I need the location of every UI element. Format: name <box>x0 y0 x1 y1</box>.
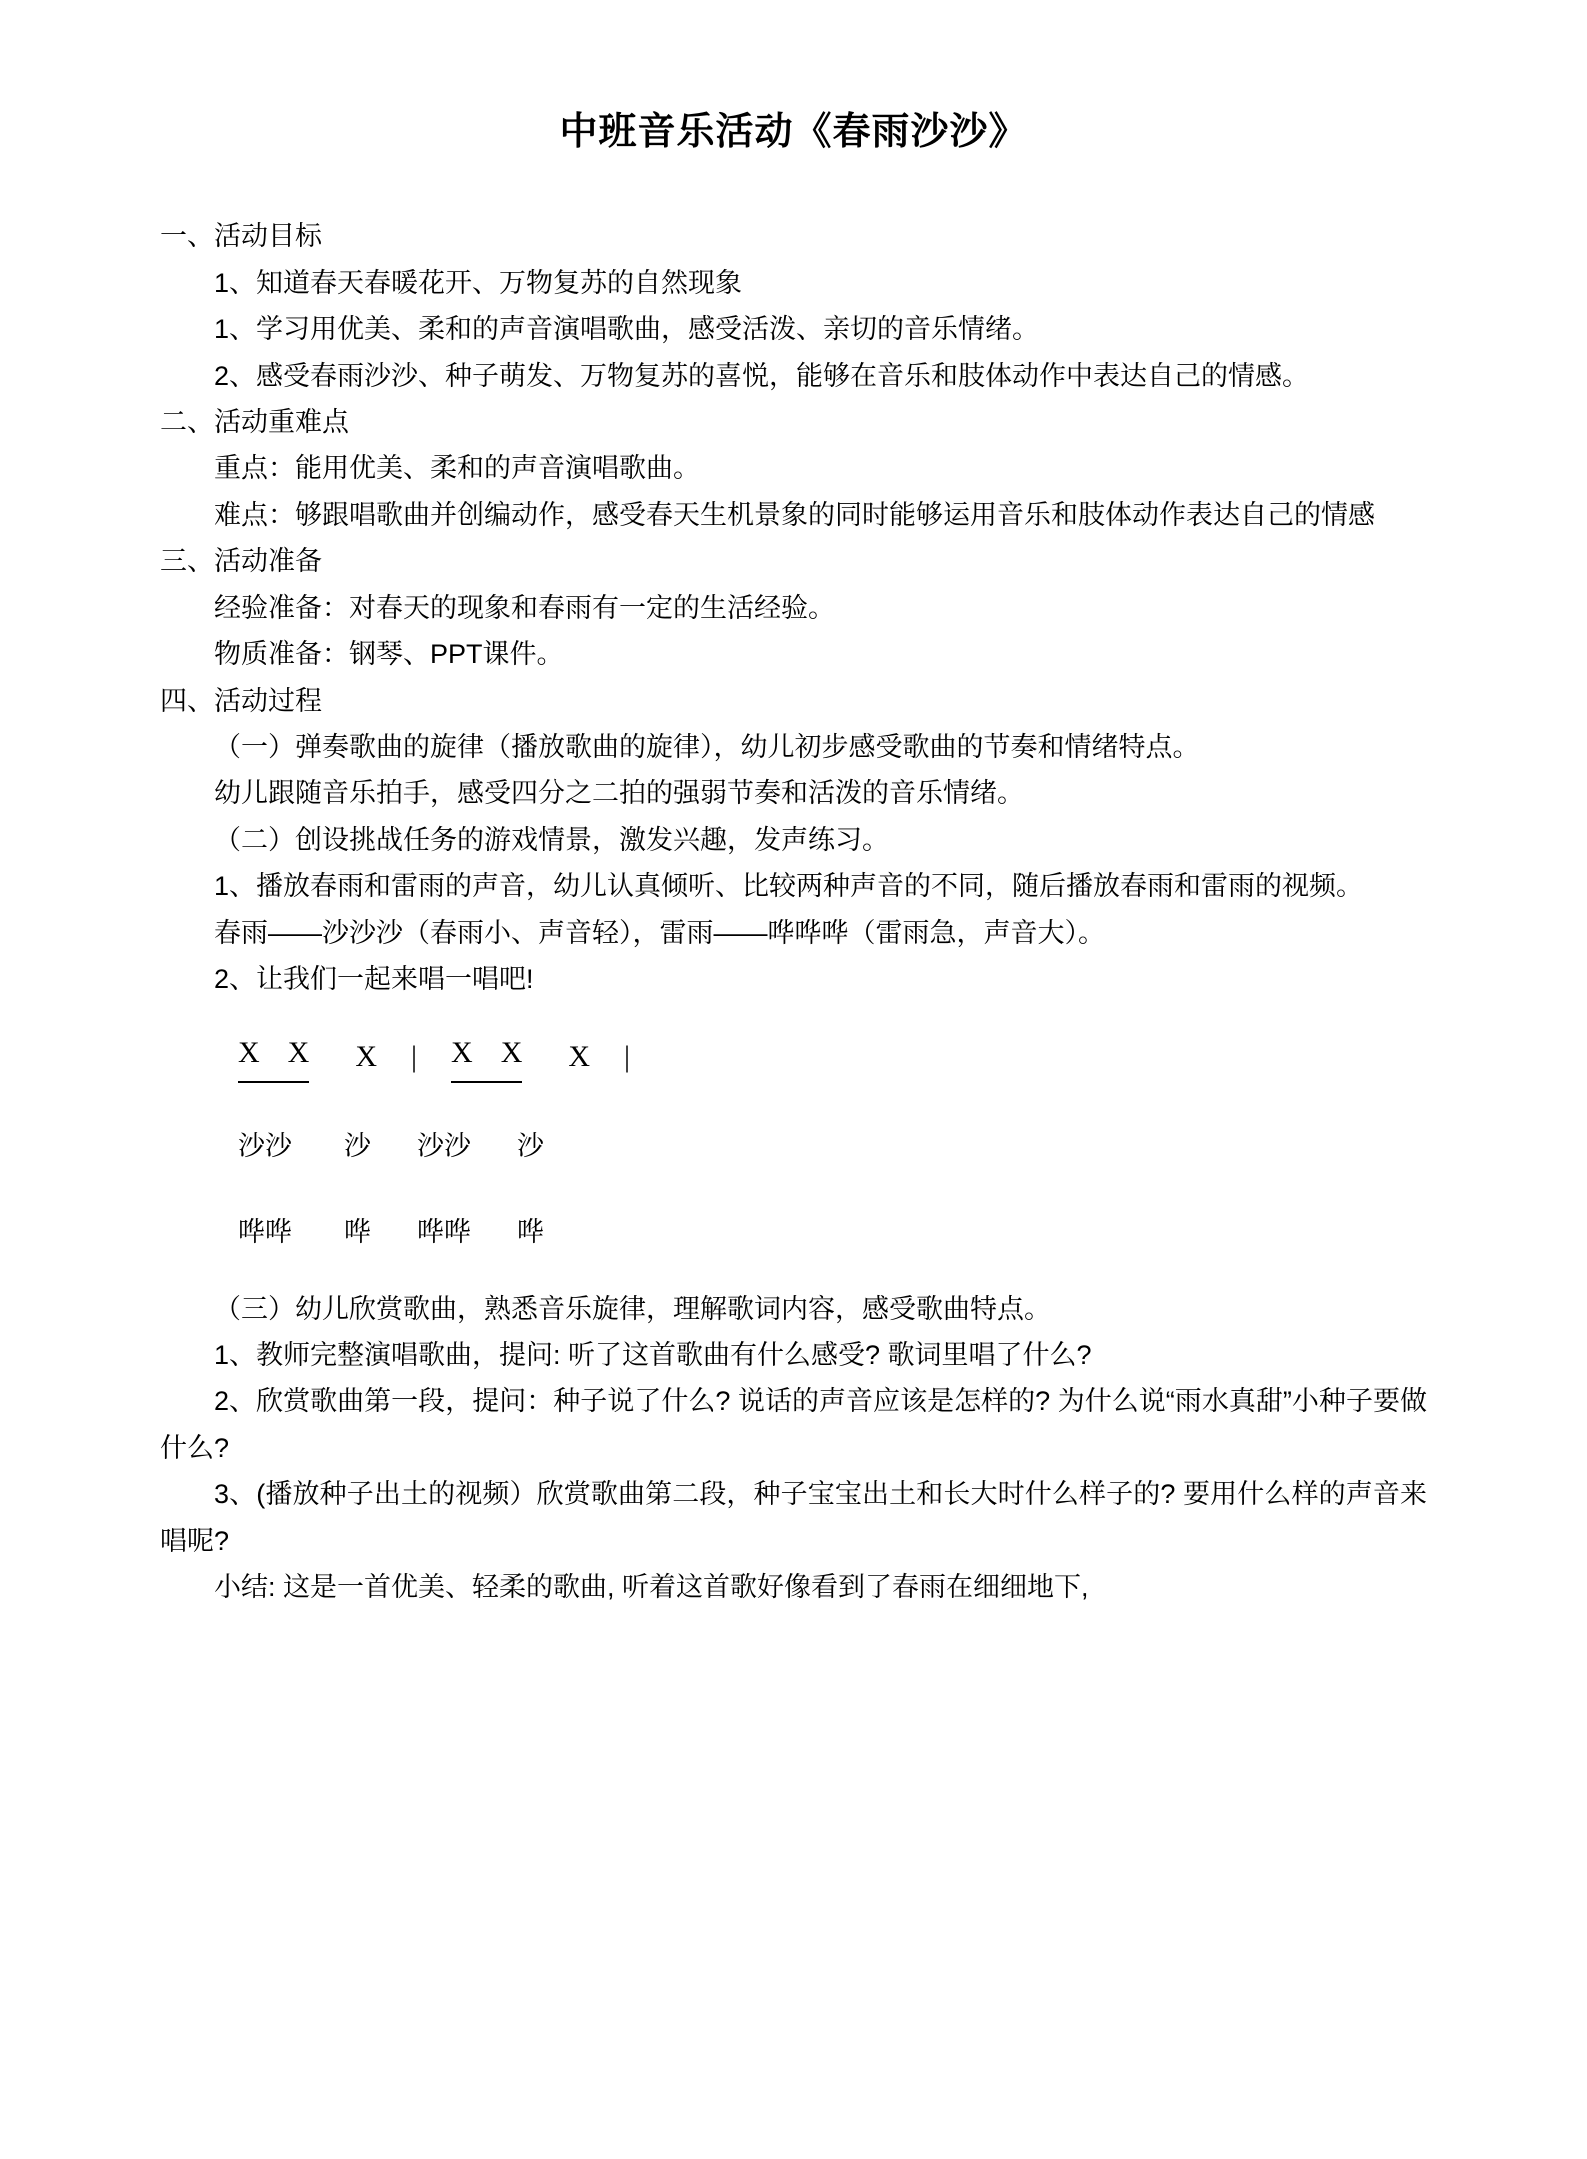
process-verse-two-item: 3、(播放种子出土的视频）欣赏歌曲第二段，种子宝宝出土和长大时什么样子的? 要用什么样的声音来唱呢? <box>160 1479 1427 1556</box>
syllable-hua-5: 哗 <box>444 1217 471 1248</box>
process-step-two: （二）创设挑战任务的游戏情景，激发兴趣，发声练习。 <box>214 824 889 855</box>
process-clapping-note: 幼儿跟随音乐拍手，感受四分之二拍的强弱节奏和活泼的音乐情绪。 <box>214 778 1024 809</box>
material-preparation-item: 物质准备：钢琴、PPT课件。 <box>214 639 564 670</box>
syllable-gap-e <box>371 1209 417 1255</box>
difficult-point-item: 难点：够跟唱歌曲并创编动作，感受春天生机景象的同时能够运用音乐和肢体动作表达自己的情感 <box>214 499 1375 530</box>
syllable-hua-6: 哗 <box>517 1217 544 1248</box>
process-play-sounds-item: 1、播放春雨和雷雨的声音，幼儿认真倾听、比较两种声音的不同，随后播放春雨和雷雨的视频。 <box>214 871 1364 902</box>
goal-item-2: 1、学习用优美、柔和的声音演唱歌曲，感受活泼、亲切的音乐情绪。 <box>214 314 1040 345</box>
syllable-sha-4: 沙 <box>417 1130 444 1161</box>
process-verse-one-item: 2、欣赏歌曲第一段，提问：种子说了什么? 说话的声音应该是怎样的? 为什么说“雨水真甜”小种子要做什么? <box>160 1386 1427 1463</box>
rhythm-notation <box>160 1037 1427 1256</box>
rhythm-beam-group-1 <box>238 1027 309 1083</box>
syllable-sha-2: 沙 <box>265 1130 292 1161</box>
syllable-sha-3: 沙 <box>344 1130 371 1161</box>
key-point-item: 重点：能用优美、柔和的声音演唱歌曲。 <box>214 453 700 484</box>
section-heading-activity-goals: 一、活动目标 <box>160 221 322 252</box>
process-step-one: （一）弹奏歌曲的旋律（播放歌曲的旋律），幼儿初步感受歌曲的节奏和情绪特点。 <box>214 732 1200 762</box>
rhythm-beat-4: X <box>451 1036 473 1070</box>
syllable-gap-b <box>371 1123 417 1169</box>
rhythm-beam-group-2 <box>451 1027 522 1083</box>
syllable-sha-6: 沙 <box>517 1130 544 1161</box>
rhythm-gap-1 <box>160 1083 1427 1123</box>
document-body <box>160 213 1427 1610</box>
goal-item-3: 2、感受春雨沙沙、种子萌发、万物复苏的喜悦，能够在音乐和肢体动作中表达自己的情感。 <box>214 360 1310 391</box>
rhythm-beat-5: X <box>500 1036 523 1070</box>
syllable-gap-a <box>292 1123 344 1169</box>
rhythm-syllable-row-hua <box>238 1209 1427 1255</box>
syllable-hua-4: 哗 <box>417 1217 444 1248</box>
goal-item-1: 1、知道春天春暖花开、万物复苏的自然现象 <box>214 267 743 298</box>
syllable-sha-1: 沙 <box>238 1130 265 1161</box>
page-title: 中班音乐活动《春雨沙沙》 <box>559 111 1028 153</box>
rhythm-beat-2: X <box>287 1036 310 1070</box>
rhythm-beat-3: X <box>355 1040 378 1074</box>
experience-preparation-item: 经验准备：对春天的现象和春雨有一定的生活经验。 <box>214 592 835 623</box>
section-heading-process: 四、活动过程 <box>160 685 322 716</box>
rhythm-barline-2: | <box>624 1040 631 1074</box>
rhythm-barline-1: | <box>411 1040 418 1074</box>
syllable-sha-5: 沙 <box>444 1130 471 1161</box>
syllable-gap-d <box>292 1209 344 1255</box>
syllable-group-sha-1 <box>238 1123 292 1169</box>
syllable-hua-3: 哗 <box>344 1217 371 1248</box>
process-summary-item: 小结: 这是一首优美、轻柔的歌曲, 听着这首歌好像看到了春雨在细细地下, <box>214 1572 1089 1603</box>
syllable-hua-2: 哗 <box>265 1217 292 1248</box>
process-step-three: （三）幼儿欣赏歌曲，熟悉音乐旋律，理解歌词内容，感受歌曲特点。 <box>214 1293 1051 1324</box>
rhythm-syllable-row-sha <box>238 1123 1427 1169</box>
rhythm-beats-row <box>238 1037 1427 1083</box>
rhythm-gap-2 <box>160 1169 1427 1209</box>
syllable-group-hua-2 <box>417 1209 471 1255</box>
syllable-group-hua-1 <box>238 1209 292 1255</box>
section-heading-key-difficulty: 二、活动重难点 <box>160 406 349 437</box>
syllable-hua-1: 哗 <box>238 1217 265 1248</box>
process-sing-together-item: 2、让我们一起来唱一唱吧! <box>214 964 534 995</box>
rhythm-beat-1: X <box>238 1036 260 1070</box>
syllable-gap-c <box>471 1123 517 1169</box>
syllable-gap-f <box>471 1209 517 1255</box>
syllable-group-sha-2 <box>417 1123 471 1169</box>
process-rain-comparison-item: 春雨——沙沙沙（春雨小、声音轻），雷雨——哗哗哗（雷雨急，声音大）。 <box>214 917 1105 948</box>
rhythm-beat-6: X <box>568 1040 591 1074</box>
rhythm-gap-3 <box>160 1256 1427 1286</box>
process-teacher-sing-item: 1、教师完整演唱歌曲，提问: 听了这首歌曲有什么感受? 歌词里唱了什么? <box>214 1339 1092 1370</box>
section-heading-preparation: 三、活动准备 <box>160 546 322 577</box>
